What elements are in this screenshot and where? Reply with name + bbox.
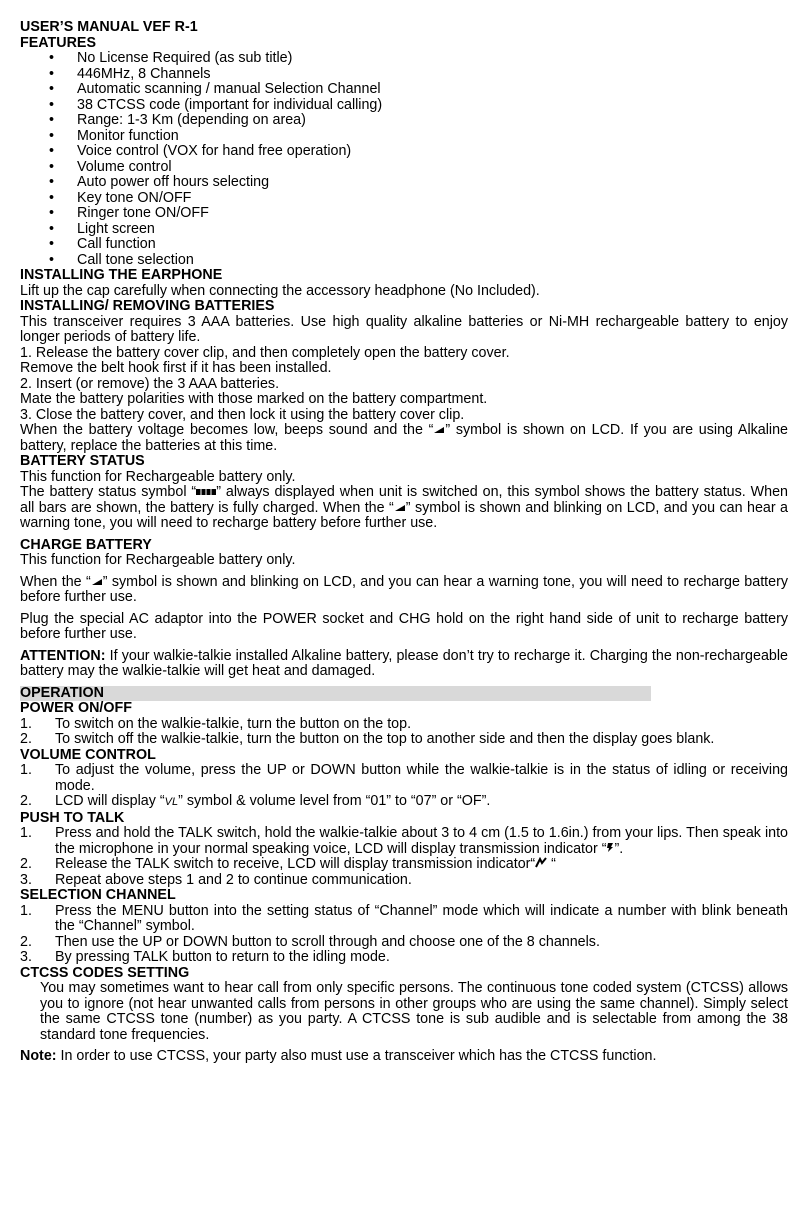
list-item: • Range: 1-3 Km (depending on area) bbox=[77, 113, 788, 129]
battery-status-line: This function for Rechargeable battery only. bbox=[20, 468, 296, 485]
page-title: USER’S MANUAL VEF R-1 bbox=[20, 19, 198, 35]
batteries-low-voltage: When the battery voltage becomes low, beeps sound and the “ ” symbol is shown on LCD. If you are using Alkaline battery, replace the batteries at this time. bbox=[20, 422, 788, 454]
selection-channel-list bbox=[20, 904, 788, 966]
list-item: • 446MHz, 8 Channels bbox=[77, 67, 788, 83]
battery-full-icon bbox=[196, 488, 216, 496]
batteries-step-1: 1. Release the battery cover clip, and then completely open the battery cover. bbox=[20, 344, 510, 361]
charge-battery-line: This function for Rechargeable battery only. bbox=[20, 552, 296, 568]
list-item: • Monitor function bbox=[77, 129, 788, 145]
list-item: 1. Press the MENU button into the setting status of “Channel” mode which will indicate a number with blink beneath the “Channel” symbol. bbox=[20, 902, 788, 934]
list-item: • No License Required (as sub title) bbox=[77, 51, 788, 67]
selection-channel-heading: SELECTION CHANNEL bbox=[20, 887, 176, 903]
low-battery-icon bbox=[433, 426, 445, 434]
ctcss-text: You may sometimes want to hear call from only specific persons. The continuous tone coded system (CTCSS) allows you to ignore (not hear unwanted calls from persons in other groups who are using the same channel). Simply select the same CTCSS tone (number) as you party. A CTCSS tone is sub audible and is selectable from among the 38 standard tone frequencies. bbox=[40, 980, 788, 1043]
list-item: • Voice control (VOX for hand free operation) bbox=[77, 144, 788, 160]
battery-status-heading: BATTERY STATUS bbox=[20, 453, 145, 469]
list-item: 2. To switch off the walkie-talkie, turn the button on the top to another side and then the display goes blank. bbox=[20, 731, 715, 747]
transmission-indicator-icon bbox=[535, 857, 547, 868]
list-item: 2. Release the TALK switch to receive, LCD will display transmission indicator“ “ bbox=[20, 856, 556, 872]
list-item: 2. LCD will display “VL” symbol & volume level from “01” to “07” or “OF”. bbox=[20, 793, 491, 809]
list-item: • Volume control bbox=[77, 160, 788, 176]
list-item: • Auto power off hours selecting bbox=[77, 175, 788, 191]
list-item: • Ringer tone ON/OFF bbox=[77, 206, 788, 222]
ctcss-heading: CTCSS CODES SETTING bbox=[20, 964, 190, 981]
batteries-intro: This transceiver requires 3 AAA batteries. Use high quality alkaline batteries or Ni-MH rechargeable battery to enjoy longer periods of battery life. bbox=[20, 313, 788, 345]
batteries-step-3: 3. Close the battery cover, and then lock it using the battery cover clip. bbox=[20, 406, 465, 423]
volume-list bbox=[20, 763, 788, 811]
list-item: • Automatic scanning / manual Selection Channel bbox=[77, 82, 788, 98]
charge-battery-text-2: Plug the special AC adaptor into the POWER socket and CHG hold on the right hand side of unit to recharge battery before further use. bbox=[20, 610, 788, 642]
push-to-talk-heading: PUSH TO TALK bbox=[20, 809, 125, 826]
batteries-step-2: 2. Insert (or remove) the 3 AAA batteries. bbox=[20, 375, 280, 392]
list-item: 1. To switch on the walkie-talkie, turn the button on the top. bbox=[20, 715, 412, 732]
power-list bbox=[20, 717, 788, 748]
list-item: 1. To adjust the volume, press the UP or DOWN button while the walkie-talkie is in the status of idling or receiving mode. bbox=[20, 762, 788, 794]
operation-heading: OPERATION bbox=[20, 686, 651, 702]
list-item: • Call tone selection bbox=[77, 253, 788, 269]
features-heading: FEATURES bbox=[20, 34, 96, 51]
volume-level-icon: VL bbox=[164, 796, 179, 808]
list-item: 3. Repeat above steps 1 and 2 to continue communication. bbox=[20, 871, 412, 888]
list-item: • Key tone ON/OFF bbox=[77, 191, 788, 207]
power-heading: POWER ON/OFF bbox=[20, 700, 132, 716]
batteries-note-1: Remove the belt hook first if it has been installed. bbox=[20, 360, 332, 376]
list-item: • Light screen bbox=[77, 222, 788, 238]
charge-battery-heading: CHARGE BATTERY bbox=[20, 536, 152, 553]
push-to-talk-list bbox=[20, 826, 788, 888]
list-item: • Call function bbox=[77, 237, 788, 253]
volume-heading: VOLUME CONTROL bbox=[20, 746, 156, 763]
features-list bbox=[20, 51, 788, 268]
list-item: • 38 CTCSS code (important for individual calling) bbox=[77, 98, 788, 114]
earphone-text: Lift up the cap carefully when connecting the accessory headphone (No Included). bbox=[20, 282, 540, 299]
ctcss-note: Note: In order to use CTCSS, your party also must use a transceiver which has the CTCSS function. bbox=[20, 1048, 657, 1064]
battery-status-text: The battery status symbol “ ” always displayed when unit is switched on, this symbol shows the battery status. When all bars are shown, the battery is fully charged. When the “ ” symbol is shown and blinking on LCD, and you can hear a warning tone, you will need to recharge battery before further use. bbox=[20, 484, 788, 531]
list-item: 3. By pressing TALK button to return to the idling mode. bbox=[20, 949, 390, 965]
low-battery-icon bbox=[394, 504, 406, 512]
charge-battery-text-1: When the “ ” symbol is shown and blinking on LCD, and you can hear a warning tone, you will need to recharge battery before further use. bbox=[20, 573, 788, 605]
list-item: 2. Then use the UP or DOWN button to scroll through and choose one of the 8 channels. bbox=[20, 933, 600, 950]
low-battery-icon bbox=[91, 578, 103, 586]
earphone-heading: INSTALLING THE EARPHONE bbox=[20, 267, 223, 283]
list-item: 1. Press and hold the TALK switch, hold the walkie-talkie about 3 to 4 cm (1.5 to 1.6in.) from your lips. Then speak into the microphone in your normal speaking voice, LCD will display transmission indicator “ ”. bbox=[20, 825, 788, 857]
attention-text: ATTENTION: If your walkie-talkie installed Alkaline battery, please don’t try to recharge it. Charging the non-rechargeable battery may the walkie-talkie will get heat and damaged. bbox=[20, 647, 788, 679]
batteries-heading: INSTALLING/ REMOVING BATTERIES bbox=[20, 298, 275, 314]
batteries-note-2: Mate the battery polarities with those marked on the battery compartment. bbox=[20, 391, 488, 407]
